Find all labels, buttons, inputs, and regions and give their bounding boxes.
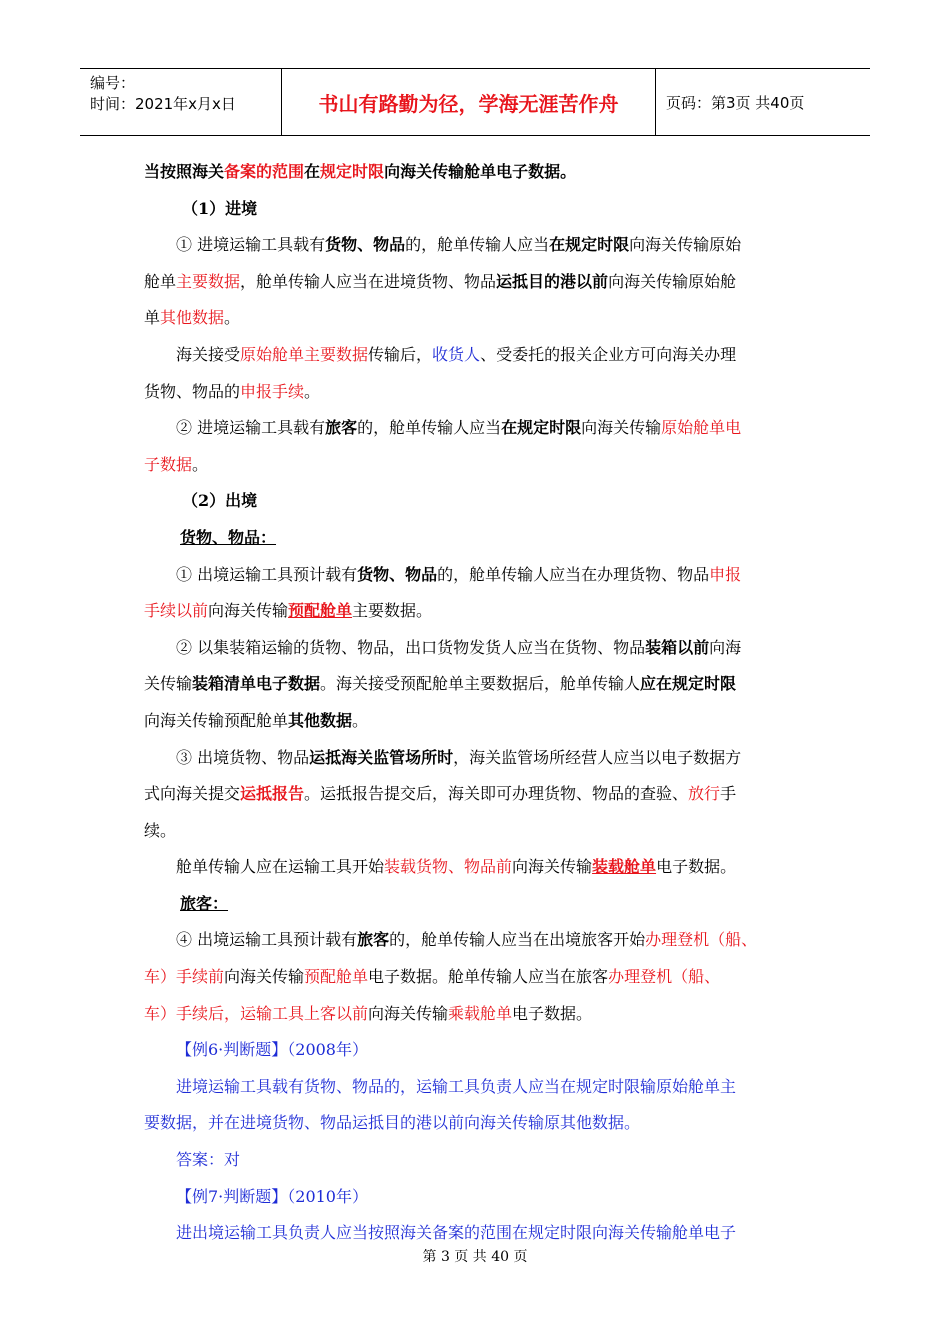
serial-number-label: 编号：: [90, 74, 136, 92]
text-run: 。运抵报告提交后，海关即可办理货物、物品的查验、: [304, 784, 689, 804]
text-run: 关传输: [144, 674, 193, 694]
text-run: ② 以集装箱运输的货物、物品，出口货物发货人应当在货物、物品: [176, 637, 646, 657]
text-run: 在规定时限: [549, 235, 630, 255]
text-run: 。: [304, 381, 321, 401]
text-run: 向海关传输: [368, 1003, 449, 1023]
text-run: 的，舱单传输人应当在办理货物、物品: [437, 564, 710, 584]
text-line: [144, 191, 812, 228]
header-page-info: 页码：第3页 共40页: [666, 93, 805, 112]
text-run: 规定时限: [320, 162, 385, 181]
text-line: [144, 886, 812, 923]
text-run: 的，舱单传输人应当: [405, 235, 550, 255]
text-run: 申报: [709, 564, 742, 584]
text-run: 申报手续: [240, 381, 305, 401]
page-footer: 第 3 页 共 40 页: [422, 1249, 528, 1265]
text-run: 舱单: [144, 271, 177, 291]
text-line: [144, 410, 812, 447]
text-run: 原始舱单主要数据: [240, 344, 369, 364]
text-run: 单: [144, 308, 161, 328]
text-run: 向海关传输: [208, 601, 289, 621]
text-line: [144, 813, 812, 850]
text-run: 旅客：: [180, 893, 229, 913]
text-run: 电子数据。舱单传输人应当在旅客: [368, 967, 609, 987]
text-run: 向海关传输: [581, 418, 662, 438]
text-run: 旅客: [325, 418, 358, 438]
text-run: 货物、物品: [325, 235, 406, 255]
text-run: 货物、物品的: [144, 381, 241, 401]
text-line: [144, 227, 812, 264]
text-run: 向海关传输: [512, 857, 593, 877]
text-run: 子数据: [144, 454, 193, 474]
text-line: [144, 264, 812, 301]
text-run: ④ 出境运输工具预计载有: [176, 930, 358, 950]
text-run: 、受委托的报关企业方可向海关办理: [480, 344, 737, 364]
text-line: [144, 1032, 812, 1069]
header-motto: 书山有路勤为径，学海无涯苦作舟: [318, 91, 619, 116]
text-run: 应在规定时限: [640, 674, 737, 694]
text-run: ，海关监管场所经营人应当以电子数据方: [453, 747, 742, 767]
text-line: [144, 374, 812, 411]
text-line: [144, 740, 812, 777]
text-run: 。: [224, 308, 241, 328]
text-run: 当按照海关: [144, 162, 225, 181]
text-run: 。: [352, 710, 369, 730]
text-run: 向海关传输原始舱: [608, 271, 737, 291]
text-line: [144, 996, 812, 1033]
text-run: 进出境运输工具负责人应当按照海关备案的范围在规定时限向海关传输舱单电子: [176, 1223, 737, 1243]
text-run: ① 进境运输工具载有: [176, 235, 326, 255]
text-line: [144, 154, 812, 191]
text-run: 主要数据。: [352, 601, 433, 621]
text-run: 其他数据: [160, 308, 225, 328]
text-line: [144, 959, 812, 996]
text-run: 续。: [144, 820, 177, 840]
text-run: 车）手续前: [144, 967, 225, 987]
text-run: 原始舱单电: [661, 418, 742, 438]
text-run: 电子数据。: [512, 1003, 593, 1023]
text-run: 预配舱单: [304, 967, 369, 987]
text-run: 办理登机（船、: [608, 967, 721, 987]
header-meta: [80, 69, 282, 135]
text-line: [144, 300, 812, 337]
text-run: 备案的范围: [224, 162, 305, 181]
text-line: [144, 483, 812, 520]
text-run: 装载货物、物品前: [384, 857, 513, 877]
text-run: 。海关接受预配舱单主要数据后，舱单传输人: [320, 674, 641, 694]
text-run: 向海关传输: [224, 967, 305, 987]
text-line: [144, 520, 812, 557]
text-run: （1）进境: [182, 198, 258, 218]
text-run: 向海关传输原始: [629, 235, 742, 255]
date-label: 时间：2021年x月x日: [90, 95, 236, 113]
text-line: [144, 1069, 812, 1106]
text-run: ③ 出境货物、物品: [176, 747, 310, 767]
text-run: 海关接受: [176, 344, 241, 364]
text-run: 主要数据: [176, 271, 241, 291]
text-run: 装箱以前: [645, 637, 710, 657]
text-run: ② 进境运输工具载有: [176, 418, 326, 438]
text-run: 向海关传输预配舱单: [144, 710, 289, 730]
text-run: 在: [304, 162, 321, 181]
text-line: [144, 922, 812, 959]
text-line: [144, 666, 812, 703]
text-line: [144, 337, 812, 374]
text-run: ① 出境运输工具预计载有: [176, 564, 358, 584]
text-run: 进境运输工具载有货物、物品的，运输工具负责人应当在规定时限输原始舱单主: [176, 1076, 737, 1096]
text-run: 预配舱单: [288, 601, 353, 621]
text-run: 车）手续后，运输工具上客以前: [144, 1003, 369, 1023]
text-run: 旅客: [357, 930, 390, 950]
text-line: [144, 557, 812, 594]
text-run: ，舱单传输人应当在进境货物、物品: [240, 271, 497, 291]
text-run: 向海关传输舱单电子数据。: [384, 162, 577, 181]
text-run: 要数据，并在进境货物、物品运抵目的港以前向海关传输原其他数据。: [144, 1113, 641, 1133]
header-motto-cell: [282, 69, 656, 135]
text-run: 放行: [688, 784, 721, 804]
text-line: [144, 630, 812, 667]
text-run: 在规定时限: [501, 418, 582, 438]
text-run: 运抵报告: [240, 784, 305, 804]
text-line: [144, 1142, 812, 1179]
text-line: [144, 1105, 812, 1142]
text-line: [144, 593, 812, 630]
text-run: 收货人: [432, 344, 481, 364]
text-run: 手: [720, 784, 737, 804]
text-run: 【例7·判断题】（2010年）: [176, 1186, 368, 1206]
text-run: 的，舱单传输人应当在出境旅客开始: [389, 930, 646, 950]
text-run: 其他数据: [288, 710, 353, 730]
text-run: 货物、物品: [357, 564, 438, 584]
text-run: 答案：对: [176, 1150, 241, 1170]
text-line: [144, 1179, 812, 1216]
text-run: 舱单传输人应在运输工具开始: [176, 857, 385, 877]
text-run: （2）出境: [182, 491, 258, 511]
text-run: 运抵海关监管场所时: [309, 747, 454, 767]
text-line: [144, 849, 812, 886]
text-run: 电子数据。: [656, 857, 737, 877]
text-line: [144, 447, 812, 484]
text-run: 【例6·判断题】（2008年）: [176, 1040, 368, 1060]
text-run: 手续以前: [144, 601, 209, 621]
page-header: [80, 68, 870, 136]
document-body: [144, 154, 812, 1252]
text-run: 乘载舱单: [448, 1003, 513, 1023]
text-line: [144, 776, 812, 813]
text-run: 办理登机（船、: [645, 930, 758, 950]
text-run: 式向海关提交: [144, 784, 241, 804]
text-run: 向海: [709, 637, 742, 657]
text-run: 货物、物品：: [180, 527, 277, 547]
text-run: 运抵目的港以前: [496, 271, 609, 291]
header-page-info-cell: [656, 69, 870, 135]
text-run: 装箱清单电子数据: [192, 674, 321, 694]
text-run: 传输后，: [368, 344, 433, 364]
text-run: 装载舱单: [592, 857, 657, 877]
text-line: [144, 703, 812, 740]
text-run: 的，舱单传输人应当: [357, 418, 502, 438]
text-run: 。: [192, 454, 209, 474]
